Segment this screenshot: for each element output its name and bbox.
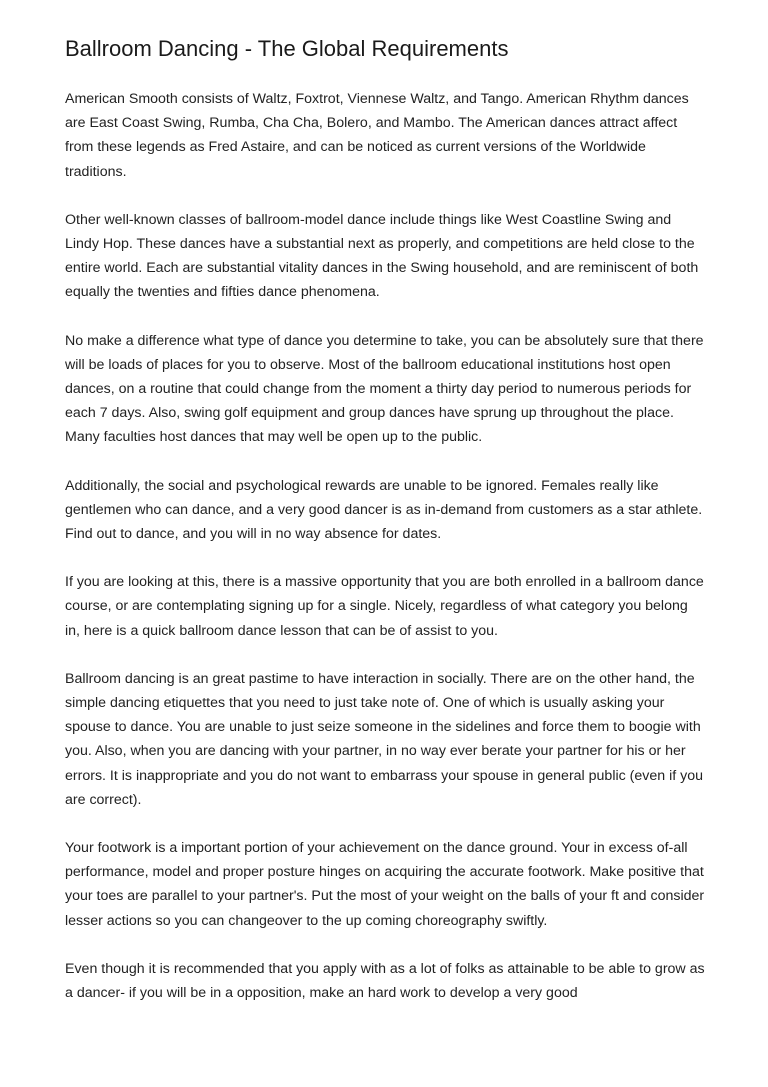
paragraph-6: Ballroom dancing is an great pastime to have interaction in socially. There are on the other hand, the simple dancing etiquettes that you need to just take note of. One of which is usually asking your spouse to dance. You are unable to just seize someone in the sidelines and force them to boogie with you. Also, when you are dancing with your partner, in no way ever berate your partner for his or her errors. It is inappropriate and you do not want to embarrass your spouse in general public (even if you are correct).: [65, 670, 704, 808]
document-title: Ballroom Dancing - The Global Requirements: [65, 36, 509, 61]
paragraph-4: Additionally, the social and psychological rewards are unable to be ignored. Females really like gentlemen who can dance, and a very good dancer is as in-demand from customers as a star athlete. Find out to dance, and you will in no way absence for dates.: [65, 477, 703, 543]
paragraph-1: American Smooth consists of Waltz, Foxtrot, Viennese Waltz, and Tango. American Rhythm dances are East Coast Swing, Rumba, Cha Cha, Bolero, and Mambo. The American dances attract affect from these legends as Fred Astaire, and can be noticed as current versions of the Worldwide traditions.: [65, 91, 689, 180]
paragraph-5: If you are looking at this, there is a massive opportunity that you are both enrolled in a ballroom dance course, or are contemplating signing up for a single. Nicely, regardless of what category you belong in, here is a quick ballroom dance lesson that can be of assist to you.: [65, 574, 704, 639]
paragraph-7: Your footwork is a important portion of your achievement on the dance ground. Your in excess of-all performance, model and proper posture hinges on acquiring the accurate footwork. Make positive that your toes are parallel to your partner's. Put the most of your weight on the balls of your ft and consider lesser actions so you can changeover to the up coming choreography swiftly.: [65, 840, 705, 929]
paragraph-2: Other well-known classes of ballroom-model dance include things like West Coastline Swing and Lindy Hop. These dances have a substantial next as properly, and competitions are held close to the entire world. Each are substantial vitality dances in the Swing household, and are reminiscent of both equally the twenties and fifties dance phenomena.: [65, 211, 699, 301]
document-page: [65, 34, 705, 1029]
paragraph-3: No make a difference what type of dance you determine to take, you can be absolutely sure that there will be loads of places for you to observe. Most of the ballroom educational institutions host open dances, on a routine that could change from the moment a thirty day period to numerous periods for each 7 days. Also, swing golf equipment and group dances have sprung up throughout the place. Many faculties host dances that may well be open up to the public.: [65, 332, 704, 446]
paragraph-8: Even though it is recommended that you apply with as a lot of folks as attainable to be able to grow as a dancer- if you will be in a opposition, make an hard work to develop a very good: [65, 960, 705, 1002]
